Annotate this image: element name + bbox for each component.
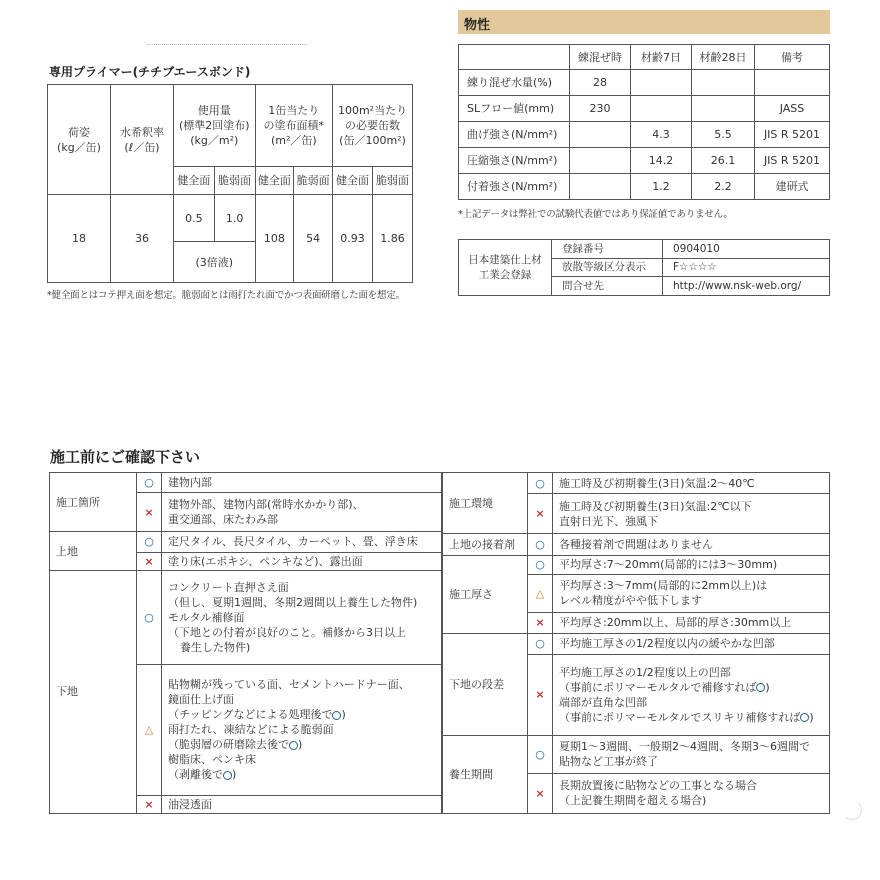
check-item: 建物外部、建物内部(常時水かかり部)、 重交通部、床たわみ部 bbox=[162, 493, 442, 532]
ok-symbol: ○ bbox=[528, 735, 553, 773]
registration-value: F☆☆☆☆ bbox=[663, 259, 830, 277]
ok-symbol: ○ bbox=[137, 473, 162, 493]
registration-url: http://www.nsk-web.org/ bbox=[663, 277, 830, 296]
ng-symbol: × bbox=[528, 655, 553, 735]
ok-symbol: ○ bbox=[528, 534, 553, 555]
properties-row-label: 練り混ぜ水量(%) bbox=[459, 70, 570, 96]
properties-cell: 26.1 bbox=[692, 148, 755, 174]
check-category: 養生期間 bbox=[443, 735, 528, 813]
properties-cell: 4.3 bbox=[631, 122, 692, 148]
primer-sub-sound: 健全面 bbox=[174, 166, 215, 195]
primer-need-sound: 0.93 bbox=[333, 195, 373, 283]
ok-circle-icon bbox=[756, 683, 765, 692]
primer-packing: 18 bbox=[48, 195, 111, 283]
scan-mark bbox=[147, 44, 307, 46]
ok-symbol: ○ bbox=[528, 633, 553, 654]
primer-sub-sound: 健全面 bbox=[255, 166, 294, 195]
warn-symbol: △ bbox=[528, 574, 553, 612]
properties-header-mix: 練混ぜ時 bbox=[570, 45, 631, 70]
properties-cell bbox=[570, 174, 631, 200]
primer-usage-weak: 1.0 bbox=[214, 195, 255, 242]
primer-note: *健全面とはコテ押え面を想定。脆弱面とは雨打たれ面でかつ表面研磨した面を想定。 bbox=[47, 290, 405, 301]
checklist-left-table bbox=[49, 472, 442, 814]
properties-cell bbox=[570, 122, 631, 148]
properties-header-28d: 材齢28日 bbox=[692, 45, 755, 70]
checklist-title: 施工前にご確認下さい bbox=[50, 448, 201, 466]
registration-label: 登録番号 bbox=[552, 240, 663, 259]
ok-symbol: ○ bbox=[528, 473, 553, 494]
properties-cell bbox=[692, 96, 755, 122]
primer-sub-weak: 脆弱面 bbox=[294, 166, 333, 195]
properties-cell: 230 bbox=[570, 96, 631, 122]
primer-usage-sound: 0.5 bbox=[174, 195, 215, 242]
properties-cell: JIS R 5201 bbox=[755, 122, 830, 148]
registration-value: 0904010 bbox=[663, 240, 830, 259]
properties-cell bbox=[631, 96, 692, 122]
properties-note: *上記データは弊社での試験代表値ではあり保証値でありません。 bbox=[458, 209, 733, 220]
properties-row-label: 付着強さ(N/mm²) bbox=[459, 174, 570, 200]
primer-table bbox=[47, 84, 413, 283]
properties-row-label: 圧縮強さ(N/mm²) bbox=[459, 148, 570, 174]
ok-symbol: ○ bbox=[137, 570, 162, 664]
check-category: 上地 bbox=[50, 532, 137, 571]
check-item: コンクリート直押さえ面 （但し、夏期1週間、冬期2週間以上養生した物件) モルタル補修面 （下地との付着が良好のこと。補修から3日以上 養生した物件) bbox=[162, 570, 442, 664]
check-category: 下地 bbox=[50, 570, 137, 813]
check-item: 油浸透面 bbox=[162, 795, 442, 813]
properties-cell: 2.2 bbox=[692, 174, 755, 200]
check-category: 下地の段差 bbox=[443, 633, 528, 735]
registration-label: 問合せ先 bbox=[552, 277, 663, 296]
registration-table bbox=[458, 239, 830, 296]
ng-symbol: × bbox=[137, 552, 162, 570]
ok-symbol: ○ bbox=[528, 555, 553, 574]
checklist-right-table bbox=[442, 472, 830, 814]
properties-row-label: 曲げ強さ(N/mm²) bbox=[459, 122, 570, 148]
check-item: 平均施工厚さの1/2程度以内の緩やかな凹部 bbox=[553, 633, 830, 654]
check-item: 平均厚さ:3～7mm(局部的に2mm以上)は レベル精度がやや低下します bbox=[553, 574, 830, 612]
ng-symbol: × bbox=[137, 795, 162, 813]
check-item: 定尺タイル、長尺タイル、カーペット、畳、浮き床 bbox=[162, 532, 442, 552]
primer-header-usage: 使用量 (標準2回塗布) (kg／m²) bbox=[174, 85, 256, 167]
check-item: 平均厚さ:20mm以上、局部的厚さ:30mm以上 bbox=[553, 612, 830, 633]
primer-area-weak: 54 bbox=[294, 195, 333, 283]
primer-sub-weak: 脆弱面 bbox=[372, 166, 412, 195]
properties-cell: JASS bbox=[755, 96, 830, 122]
ok-circle-icon bbox=[332, 711, 341, 720]
check-item: 夏期1～3週間、一般期2～4週間、冬期3～6週間で 貼物など工事が終了 bbox=[553, 735, 830, 773]
check-item: 施工時及び初期養生(3日)気温:2℃以下 直射日光下、強風下 bbox=[553, 494, 830, 534]
ok-symbol: ○ bbox=[137, 532, 162, 552]
check-category: 上地の接着剤 bbox=[443, 534, 528, 555]
registration-label: 放散等級区分表示 bbox=[552, 259, 663, 277]
properties-title: 物性 bbox=[464, 18, 491, 33]
check-category: 施工環境 bbox=[443, 473, 528, 534]
check-item: 長期放置後に貼物などの工事となる場合 （上記養生期間を超える場合) bbox=[553, 773, 830, 813]
primer-usage-note: (3倍液) bbox=[174, 242, 256, 283]
properties-header-blank bbox=[459, 45, 570, 70]
ng-symbol: × bbox=[528, 612, 553, 633]
check-item: 平均施工厚さの1/2程度以上の凹部 （事前にポリマーモルタルで補修すれば ) 端部が直角な凹部 （事前にポリマーモルタルでスリキリ補修すれば ) bbox=[553, 655, 830, 735]
properties-cell bbox=[692, 70, 755, 96]
properties-cell bbox=[755, 70, 830, 96]
primer-header-dilution: 水希釈率 (ℓ／缶) bbox=[111, 85, 174, 195]
primer-header-packing: 荷姿 (kg／缶) bbox=[48, 85, 111, 195]
ng-symbol: × bbox=[137, 493, 162, 532]
ok-circle-icon bbox=[800, 713, 809, 722]
ok-circle-icon bbox=[223, 771, 232, 780]
check-item: 建物内部 bbox=[162, 473, 442, 493]
check-category: 施工箇所 bbox=[50, 473, 137, 532]
warn-symbol: △ bbox=[137, 664, 162, 795]
check-category: 施工厚さ bbox=[443, 555, 528, 633]
ng-symbol: × bbox=[528, 773, 553, 813]
properties-cell bbox=[631, 70, 692, 96]
check-item: 平均厚さ:7～20mm(局部的には3～30mm) bbox=[553, 555, 830, 574]
properties-row-label: SLフロー値(mm) bbox=[459, 96, 570, 122]
check-item: 各種接着剤で問題はありません bbox=[553, 534, 830, 555]
primer-header-area: 1缶当たり の塗布面積* (m²／缶) bbox=[255, 85, 332, 167]
registration-org: 日本建築仕上材 工業会登録 bbox=[459, 240, 552, 296]
primer-sub-weak: 脆弱面 bbox=[214, 166, 255, 195]
primer-dilution: 36 bbox=[111, 195, 174, 283]
primer-need-weak: 1.86 bbox=[372, 195, 412, 283]
primer-header-need: 100m²当たり の必要缶数 (缶／100m²) bbox=[333, 85, 413, 167]
properties-header-7d: 材齢7日 bbox=[631, 45, 692, 70]
properties-cell bbox=[570, 148, 631, 174]
properties-cell: 14.2 bbox=[631, 148, 692, 174]
check-item: 塗り床(エポキシ、ペンキなど)、露出面 bbox=[162, 552, 442, 570]
check-item: 貼物糊が残っている面、セメントハードナー面、 鏡面仕上げ面 （チッピングなどによる処理後で ) 雨打たれ、凍結などによる脆弱面 （脆弱層の研磨除去後で ) 樹脂床、ペンキ床 （剥離後で ) bbox=[162, 664, 442, 795]
properties-cell: JIS R 5201 bbox=[755, 148, 830, 174]
ng-symbol: × bbox=[528, 494, 553, 534]
primer-sub-sound: 健全面 bbox=[333, 166, 373, 195]
properties-title-bar bbox=[458, 10, 830, 34]
properties-cell: 建研式 bbox=[755, 174, 830, 200]
properties-header-remarks: 備考 bbox=[755, 45, 830, 70]
properties-table bbox=[458, 44, 830, 200]
properties-cell: 28 bbox=[570, 70, 631, 96]
primer-title: 専用プライマー(チチブエースボンド) bbox=[49, 65, 251, 79]
check-item: 施工時及び初期養生(3日)気温:2～40℃ bbox=[553, 473, 830, 494]
properties-cell: 5.5 bbox=[692, 122, 755, 148]
properties-cell: 1.2 bbox=[631, 174, 692, 200]
ok-circle-icon bbox=[289, 741, 298, 750]
corner-mark bbox=[842, 800, 862, 820]
primer-area-sound: 108 bbox=[255, 195, 294, 283]
